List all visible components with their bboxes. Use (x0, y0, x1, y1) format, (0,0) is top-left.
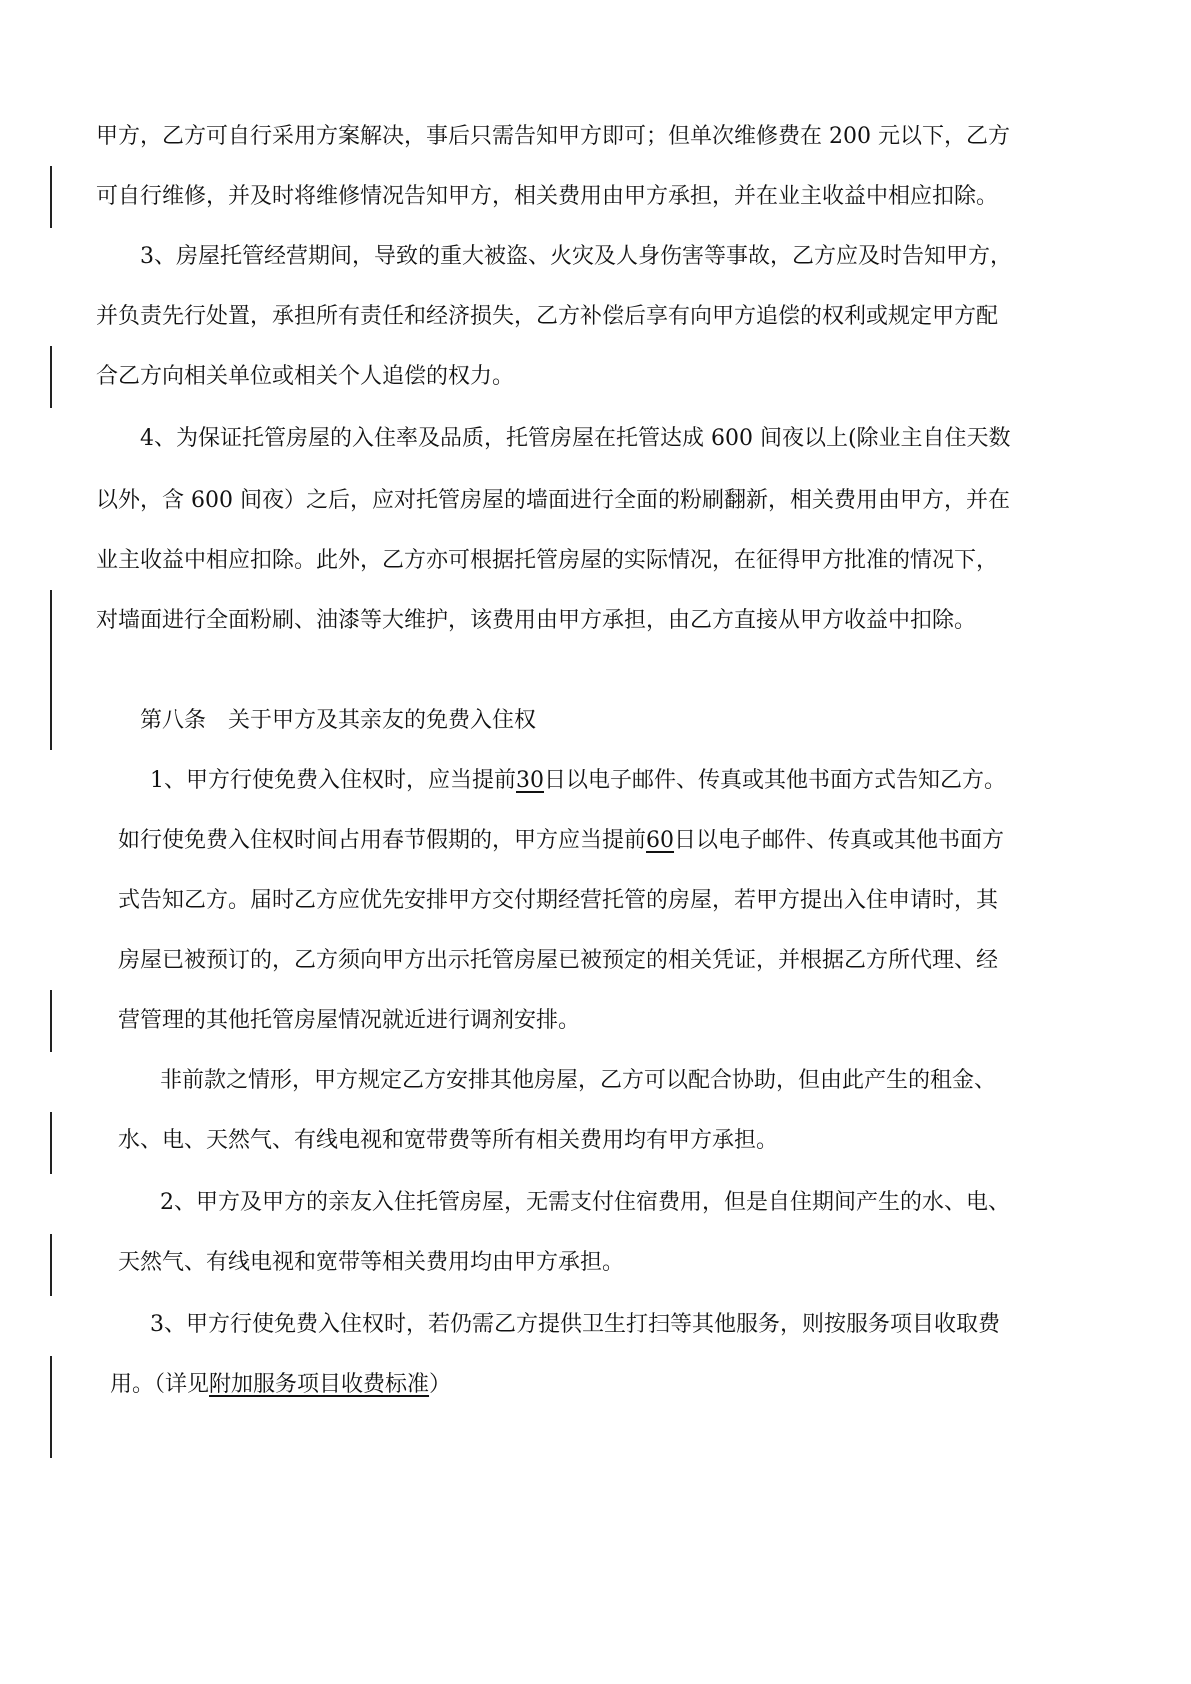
section-heading: 第八条 关于甲方及其亲友的免费入住权 (140, 708, 537, 733)
revision-bar (50, 346, 52, 408)
revision-bar (50, 590, 52, 750)
paragraph-line: 2、甲方及甲方的亲友入住托管房屋，无需支付住宿费用，但是自住期间产生的水、电、 (160, 1190, 1010, 1215)
paragraph-line: 合乙方向相关单位或相关个人追偿的权力。 (96, 364, 515, 389)
paragraph-line: 营管理的其他托管房屋情况就近进行调剂安排。 (118, 1008, 581, 1033)
paragraph-line (110, 1370, 451, 1400)
revision-bar (50, 1234, 52, 1296)
paragraph-line: 3、房屋托管经营期间，导致的重大被盗、火灾及人身伤害等事故，乙方应及时告知甲方， (140, 244, 1013, 269)
fee-standard-link[interactable]: 附加服务项目收费标准 (209, 1372, 430, 1397)
paragraph-line: 式告知乙方。届时乙方应优先安排甲方交付期经营托管的房屋，若甲方提出入住申请时，其 (118, 888, 999, 913)
paragraph-line: 业主收益中相应扣除。此外，乙方亦可根据托管房屋的实际情况，在征得甲方批准的情况下， (96, 548, 999, 573)
text-run: 日以电子邮件、传真或其他书面方 (674, 828, 1005, 853)
text-run: 如行使免费入住权时间占用春节假期的，甲方应当提前 (118, 828, 647, 853)
paragraph-line: 可自行维修，并及时将维修情况告知甲方，相关费用由甲方承担，并在业主收益中相应扣除。 (96, 184, 999, 209)
paragraph-line: 4、为保证托管房屋的入住率及品质，托管房屋在托管达成 600 间夜以上(除业主自住天数 (140, 426, 1011, 451)
underlined-days: 60 (646, 828, 675, 853)
paragraph-line (150, 766, 1006, 796)
revision-bar (50, 1356, 52, 1458)
paragraph-line: 水、电、天然气、有线电视和宽带费等所有相关费用均有甲方承担。 (118, 1128, 779, 1153)
paragraph-line: 天然气、有线电视和宽带等相关费用均由甲方承担。 (118, 1250, 625, 1275)
text-run: ） (429, 1372, 452, 1397)
revision-bar (50, 990, 52, 1052)
paragraph-line: 3、甲方行使免费入住权时，若仍需乙方提供卫生打扫等其他服务，则按服务项目收取费 (150, 1312, 1000, 1337)
paragraph-line: 房屋已被预订的，乙方须向甲方出示托管房屋已被预定的相关凭证，并根据乙方所代理、经 (118, 948, 999, 973)
underlined-days: 30 (516, 768, 544, 793)
text-run: 1、甲方行使免费入住权时，应当提前 (150, 768, 516, 793)
paragraph-line: 对墙面进行全面粉刷、油漆等大维护，该费用由甲方承担，由乙方直接从甲方收益中扣除。 (96, 608, 977, 633)
revision-bar (50, 166, 52, 228)
paragraph-line: 非前款之情形，甲方规定乙方安排其他房屋，乙方可以配合协助，但由此产生的租金、 (160, 1068, 997, 1093)
paragraph-line (118, 826, 1004, 856)
paragraph-line: 甲方，乙方可自行采用方案解决，事后只需告知甲方即可；但单次维修费在 200 元以下，乙方 (96, 124, 1010, 149)
paragraph-line: 并负责先行处置，承担所有责任和经济损失，乙方补偿后享有向甲方追偿的权利或规定甲方配 (96, 304, 999, 329)
revision-bar (50, 1112, 52, 1174)
paragraph-line: 以外，含 600 间夜）之后，应对托管房屋的墙面进行全面的粉刷翻新，相关费用由甲方，并在 (96, 488, 1010, 513)
text-run: 日以电子邮件、传真或其他书面方式告知乙方。 (544, 768, 1007, 793)
text-run: 用。（详见 (110, 1372, 210, 1397)
